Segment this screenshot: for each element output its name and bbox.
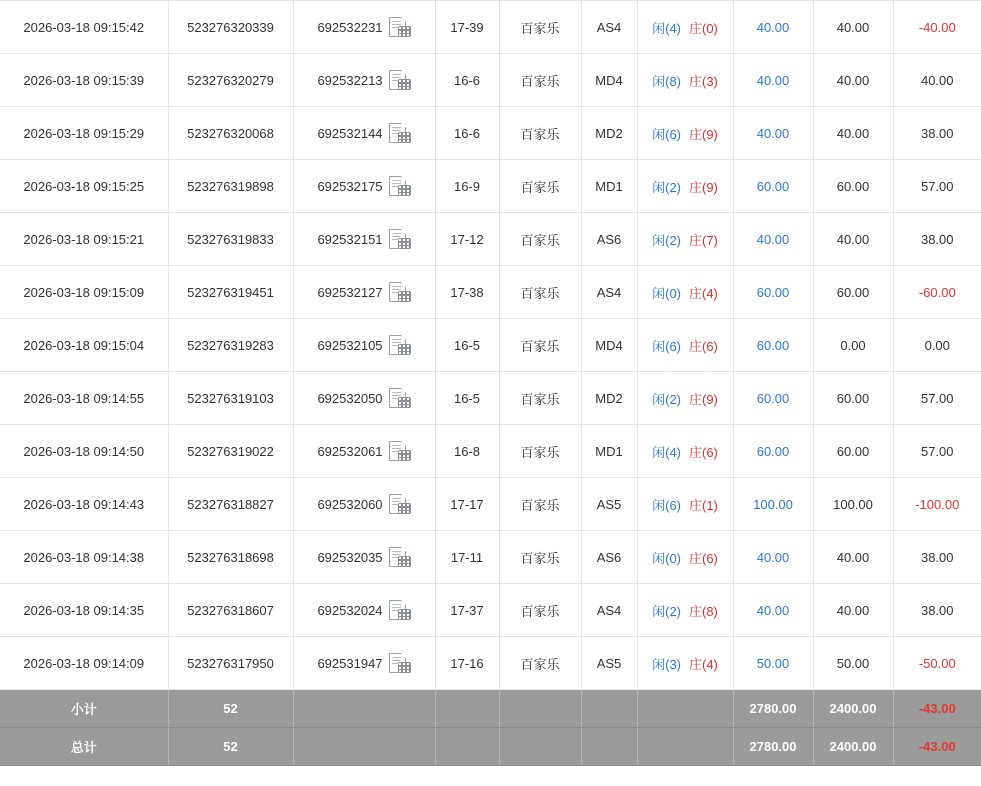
cell-game-name: 百家乐 (499, 372, 581, 425)
cell-bill-number (293, 425, 435, 478)
record-icon[interactable] (389, 653, 411, 673)
cell-seat: AS4 (581, 584, 637, 637)
summary-blank-result (637, 728, 733, 766)
cell-table-number: 17-11 (435, 531, 499, 584)
cell-valid-bet: 60.00 (813, 160, 893, 213)
record-icon[interactable] (389, 388, 411, 408)
cell-result (637, 160, 733, 213)
record-icon[interactable] (389, 176, 411, 196)
result-player: 闲(4) (652, 444, 681, 460)
amount-link[interactable]: 40.00 (756, 19, 790, 35)
cell-amount[interactable] (733, 637, 813, 690)
cell-amount[interactable] (733, 107, 813, 160)
bill-number-text: 692532035 (317, 549, 383, 565)
cell-seat: AS5 (581, 478, 637, 531)
table-row (0, 107, 981, 160)
cell-profit: -100.00 (893, 478, 981, 531)
amount-link[interactable]: 50.00 (756, 655, 790, 671)
cell-time: 2026-03-18 09:15:25 (0, 160, 168, 213)
result-player: 闲(2) (652, 391, 681, 407)
cell-seat: AS6 (581, 213, 637, 266)
cell-result (637, 425, 733, 478)
cell-bill-number (293, 54, 435, 107)
cell-profit: 57.00 (893, 372, 981, 425)
cell-table-number: 17-17 (435, 478, 499, 531)
bill-number-text: 692532144 (317, 125, 383, 141)
cell-game-name: 百家乐 (499, 531, 581, 584)
summary-count: 52 (168, 690, 293, 728)
record-icon[interactable] (389, 494, 411, 514)
cell-table-number: 16-5 (435, 319, 499, 372)
table-row (0, 637, 981, 690)
result-banker: 庄(9) (689, 391, 718, 407)
record-icon[interactable] (389, 547, 411, 567)
cell-profit: 38.00 (893, 584, 981, 637)
cell-result (637, 637, 733, 690)
bill-number-text: 692532231 (317, 19, 383, 35)
cell-game-name: 百家乐 (499, 478, 581, 531)
cell-game-name: 百家乐 (499, 107, 581, 160)
cell-time: 2026-03-18 09:14:09 (0, 637, 168, 690)
summary-blank-seat (581, 728, 637, 766)
cell-order-number: 523276319022 (168, 425, 293, 478)
record-icon[interactable] (389, 17, 411, 37)
cell-table-number: 16-9 (435, 160, 499, 213)
table-row (0, 266, 981, 319)
cell-game-name: 百家乐 (499, 160, 581, 213)
cell-result (637, 478, 733, 531)
cell-seat: AS5 (581, 637, 637, 690)
result-player: 闲(4) (652, 20, 681, 36)
cell-amount[interactable] (733, 531, 813, 584)
cell-order-number: 523276320339 (168, 1, 293, 54)
table-row (0, 584, 981, 637)
table-row (0, 425, 981, 478)
cell-bill-number (293, 266, 435, 319)
summary-amount: 2780.00 (733, 728, 813, 766)
cell-table-number: 17-16 (435, 637, 499, 690)
cell-profit: 38.00 (893, 107, 981, 160)
cell-seat: MD1 (581, 160, 637, 213)
cell-amount[interactable] (733, 372, 813, 425)
cell-game-name: 百家乐 (499, 637, 581, 690)
cell-profit: 57.00 (893, 160, 981, 213)
cell-result (637, 584, 733, 637)
cell-result (637, 266, 733, 319)
table-row (0, 54, 981, 107)
result-player: 闲(2) (652, 179, 681, 195)
result-banker: 庄(0) (689, 20, 718, 36)
cell-time: 2026-03-18 09:15:04 (0, 319, 168, 372)
cell-bill-number (293, 531, 435, 584)
cell-time: 2026-03-18 09:14:50 (0, 425, 168, 478)
result-player: 闲(2) (652, 232, 681, 248)
cell-seat: AS6 (581, 531, 637, 584)
cell-table-number: 16-6 (435, 54, 499, 107)
result-player: 闲(6) (652, 126, 681, 142)
cell-amount[interactable] (733, 425, 813, 478)
result-banker: 庄(3) (689, 73, 718, 89)
cell-order-number: 523276319451 (168, 266, 293, 319)
summary-label: 小计 (0, 690, 168, 728)
cell-game-name: 百家乐 (499, 425, 581, 478)
cell-game-name: 百家乐 (499, 584, 581, 637)
result-banker: 庄(8) (689, 603, 718, 619)
bill-number-text: 692532105 (317, 337, 383, 353)
cell-bill-number (293, 1, 435, 54)
summary-label: 总计 (0, 728, 168, 766)
cell-result (637, 372, 733, 425)
result-player: 闲(2) (652, 603, 681, 619)
bill-number-text: 692532050 (317, 390, 383, 406)
result-player: 闲(3) (652, 656, 681, 672)
table-row (0, 531, 981, 584)
result-banker: 庄(6) (689, 444, 718, 460)
cell-seat: AS4 (581, 266, 637, 319)
cell-seat: AS4 (581, 1, 637, 54)
cell-time: 2026-03-18 09:14:35 (0, 584, 168, 637)
cell-profit: 57.00 (893, 425, 981, 478)
result-player: 闲(6) (652, 338, 681, 354)
cell-bill-number (293, 319, 435, 372)
cell-valid-bet: 40.00 (813, 107, 893, 160)
summary-blank-game (499, 728, 581, 766)
record-icon[interactable] (389, 335, 411, 355)
cell-order-number: 523276319283 (168, 319, 293, 372)
amount-link[interactable]: 60.00 (756, 337, 790, 353)
bill-number-text: 692532175 (317, 178, 383, 194)
summary-valid: 2400.00 (813, 690, 893, 728)
cell-table-number: 17-12 (435, 213, 499, 266)
table-row (0, 372, 981, 425)
cell-table-number: 16-8 (435, 425, 499, 478)
summary-row (0, 690, 981, 728)
result-banker: 庄(1) (689, 497, 718, 513)
cell-profit: -50.00 (893, 637, 981, 690)
bill-number-text: 692532151 (317, 231, 383, 247)
amount-link[interactable]: 40.00 (756, 602, 790, 618)
cell-table-number: 17-37 (435, 584, 499, 637)
cell-time: 2026-03-18 09:15:39 (0, 54, 168, 107)
summary-profit: -43.00 (893, 728, 981, 766)
cell-seat: MD1 (581, 425, 637, 478)
bill-number-text: 692532060 (317, 496, 383, 512)
cell-result (637, 54, 733, 107)
result-banker: 庄(9) (689, 126, 718, 142)
summary-blank-bill (293, 728, 435, 766)
bill-number-text: 692532127 (317, 284, 383, 300)
cell-amount[interactable] (733, 319, 813, 372)
result-banker: 庄(6) (689, 338, 718, 354)
summary-blank-bill (293, 690, 435, 728)
cell-order-number: 523276318827 (168, 478, 293, 531)
cell-amount[interactable] (733, 160, 813, 213)
cell-time: 2026-03-18 09:15:09 (0, 266, 168, 319)
summary-amount: 2780.00 (733, 690, 813, 728)
cell-time: 2026-03-18 09:15:21 (0, 213, 168, 266)
cell-order-number: 523276320068 (168, 107, 293, 160)
table-row (0, 319, 981, 372)
cell-seat: MD2 (581, 372, 637, 425)
cell-order-number: 523276319898 (168, 160, 293, 213)
cell-profit: 0.00 (893, 319, 981, 372)
result-banker: 庄(7) (689, 232, 718, 248)
result-player: 闲(8) (652, 73, 681, 89)
cell-profit: -60.00 (893, 266, 981, 319)
cell-bill-number (293, 372, 435, 425)
summary-blank-table (435, 728, 499, 766)
cell-table-number: 16-6 (435, 107, 499, 160)
cell-bill-number (293, 107, 435, 160)
cell-result (637, 531, 733, 584)
cell-table-number: 17-38 (435, 266, 499, 319)
result-player: 闲(0) (652, 285, 681, 301)
cell-table-number: 16-5 (435, 372, 499, 425)
cell-time: 2026-03-18 09:14:38 (0, 531, 168, 584)
amount-link[interactable]: 60.00 (756, 443, 790, 459)
cell-seat: MD4 (581, 54, 637, 107)
cell-seat: MD2 (581, 107, 637, 160)
cell-valid-bet: 60.00 (813, 266, 893, 319)
cell-valid-bet: 40.00 (813, 584, 893, 637)
cell-amount[interactable] (733, 1, 813, 54)
cell-result (637, 319, 733, 372)
summary-blank-result (637, 690, 733, 728)
record-icon[interactable] (389, 282, 411, 302)
cell-valid-bet: 0.00 (813, 319, 893, 372)
cell-profit: -40.00 (893, 1, 981, 54)
cell-bill-number (293, 478, 435, 531)
summary-blank-game (499, 690, 581, 728)
cell-order-number: 523276318607 (168, 584, 293, 637)
record-icon[interactable] (389, 123, 411, 143)
result-player: 闲(6) (652, 497, 681, 513)
cell-result (637, 107, 733, 160)
cell-valid-bet: 50.00 (813, 637, 893, 690)
cell-amount[interactable] (733, 478, 813, 531)
cell-seat: MD4 (581, 319, 637, 372)
cell-valid-bet: 40.00 (813, 54, 893, 107)
record-icon[interactable] (389, 70, 411, 90)
table-row (0, 1, 981, 54)
cell-game-name: 百家乐 (499, 213, 581, 266)
cell-valid-bet: 60.00 (813, 372, 893, 425)
bill-number-text: 692532213 (317, 72, 383, 88)
bill-number-text: 692532024 (317, 602, 383, 618)
table-row (0, 478, 981, 531)
cell-order-number: 523276317950 (168, 637, 293, 690)
cell-amount[interactable] (733, 266, 813, 319)
bill-number-text: 692531947 (317, 655, 383, 671)
cell-valid-bet: 40.00 (813, 213, 893, 266)
amount-link[interactable]: 60.00 (756, 390, 790, 406)
result-banker: 庄(6) (689, 550, 718, 566)
record-icon[interactable] (389, 229, 411, 249)
cell-time: 2026-03-18 09:14:55 (0, 372, 168, 425)
cell-bill-number (293, 637, 435, 690)
cell-time: 2026-03-18 09:14:43 (0, 478, 168, 531)
cell-order-number: 523276319833 (168, 213, 293, 266)
cell-bill-number (293, 584, 435, 637)
cell-amount[interactable] (733, 54, 813, 107)
amount-link[interactable]: 40.00 (756, 72, 790, 88)
cell-result (637, 213, 733, 266)
amount-link[interactable]: 40.00 (756, 231, 790, 247)
amount-link[interactable]: 40.00 (756, 125, 790, 141)
cell-time: 2026-03-18 09:15:29 (0, 107, 168, 160)
summary-blank-table (435, 690, 499, 728)
cell-order-number: 523276320279 (168, 54, 293, 107)
table-row (0, 160, 981, 213)
summary-row (0, 728, 981, 766)
summary-blank-seat (581, 690, 637, 728)
cell-valid-bet: 40.00 (813, 1, 893, 54)
cell-order-number: 523276319103 (168, 372, 293, 425)
record-icon[interactable] (389, 600, 411, 620)
summary-count: 52 (168, 728, 293, 766)
cell-profit: 38.00 (893, 213, 981, 266)
cell-table-number: 17-39 (435, 1, 499, 54)
cell-valid-bet: 60.00 (813, 425, 893, 478)
cell-game-name: 百家乐 (499, 319, 581, 372)
summary-profit: -43.00 (893, 690, 981, 728)
cell-bill-number (293, 160, 435, 213)
amount-link[interactable]: 60.00 (756, 178, 790, 194)
cell-amount[interactable] (733, 584, 813, 637)
table-row (0, 213, 981, 266)
cell-profit: 38.00 (893, 531, 981, 584)
amount-link[interactable]: 40.00 (756, 549, 790, 565)
result-player: 闲(0) (652, 550, 681, 566)
result-banker: 庄(9) (689, 179, 718, 195)
cell-order-number: 523276318698 (168, 531, 293, 584)
result-banker: 庄(4) (689, 285, 718, 301)
amount-link[interactable]: 100.00 (753, 496, 793, 512)
summary-valid: 2400.00 (813, 728, 893, 766)
cell-valid-bet: 40.00 (813, 531, 893, 584)
cell-valid-bet: 100.00 (813, 478, 893, 531)
cell-game-name: 百家乐 (499, 266, 581, 319)
amount-link[interactable]: 60.00 (756, 284, 790, 300)
cell-time: 2026-03-18 09:15:42 (0, 1, 168, 54)
cell-bill-number (293, 213, 435, 266)
cell-profit: 40.00 (893, 54, 981, 107)
cell-result (637, 1, 733, 54)
bill-number-text: 692532061 (317, 443, 383, 459)
result-banker: 庄(4) (689, 656, 718, 672)
record-icon[interactable] (389, 441, 411, 461)
cell-game-name: 百家乐 (499, 1, 581, 54)
cell-amount[interactable] (733, 213, 813, 266)
cell-game-name: 百家乐 (499, 54, 581, 107)
table-body (0, 1, 981, 766)
